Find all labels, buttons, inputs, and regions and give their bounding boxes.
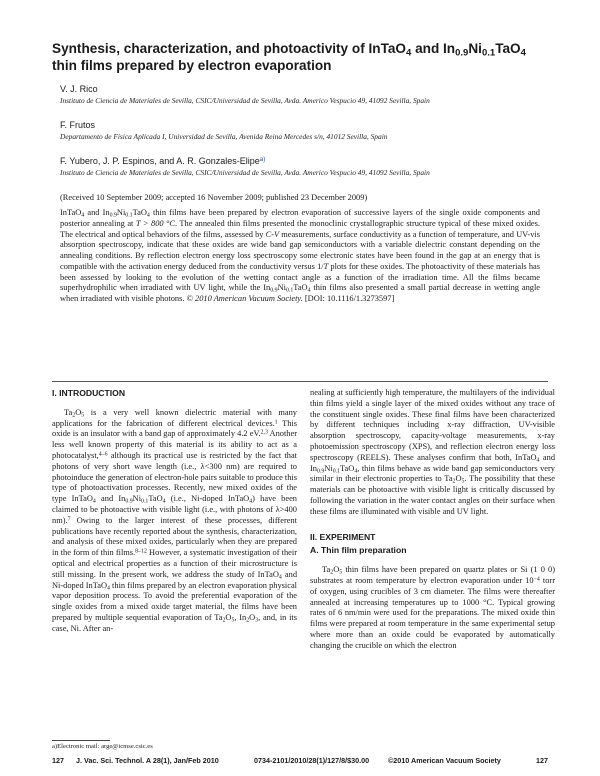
footnote-email: a)Electronic mail: arge@icmse.csic.es [52,743,153,750]
author-group: F. Yubero, J. P. Espinos, and A. R. Gonzales-Elipe$^{a)}$ [60,156,266,166]
affiliation-3: Instituto de Ciencia de Materiales de Sevilla, CSIC/Universidad de Sevilla, Avda. Americo Vespucio 49, 41092 Sevilla, Spain [60,168,430,177]
section-heading-introduction: I. INTRODUCTION [52,388,126,398]
column-left [52,388,297,635]
column-right [310,388,555,652]
subsection-heading-thin-film: A. Thin film preparation [310,545,407,556]
page-number-right: 127 [536,756,548,765]
doi-link[interactable]: [DOI: 10.1116/1.3273597] [302,294,395,303]
author-frutos: F. Frutos [60,120,96,130]
footnote-divider [52,740,110,741]
intro-continued: nealing at sufficiently high temperature, the multilayers of the individual thin films yield a single layer of the mixed oxides without any trace of the constituent single oxides. These final films have been characterized by different techniques including x-ray diffraction, UV-visible absorption spectroscopy, capacity-voltage measurements, x-ray photoemission spectroscopy (XPS), and reflection electron energy loss spectroscopy (REELS). These analyses confirm that both, InTaO$_4$ and $In_{0.9}Ni_{0.1}TaO_4$, thin films behave as wide band gap semiconductors very similar in their electronic properties to $Ta_2O_5$. The possibility that these materials can be photoactive with visible light is critically discussed by following the variation in the water contact angles on their surface when these films are illuminated with visible and UV light. [310,388,556,516]
received-dates: (Received 10 September 2009; accepted 16 November 2009; published 23 December 2009) [60,193,368,202]
experiment-paragraph: $Ta_2O_5$ thin films have been prepared on quartz plates or Si (1 0 0) substrates at room temperature by electron evaporation under $10^{-4}$ torr of oxygen, using crucibles of 3 cm diameter. The films were thereafter annealed at increasing temperatures up to 1000 °C. Typical growing rates of 6 nm/min were used for the preparations. The mixed oxide thin films were prepared at room temperature in the same experimental setup where more than an oxide could be evaporated by automatically changing the crucible on which the electron [310,565,556,650]
article-code: 0734-2101/2010/28(1)/127/8/$30.00 [254,756,370,765]
author-rico: V. J. Rico [60,84,98,94]
journal-citation: J. Vac. Sci. Technol. A 28(1), Jan/Feb 2010 [76,756,219,765]
section-heading-experiment: II. EXPERIMENT [310,531,376,542]
author-footnote-mark[interactable]: a) [259,156,266,164]
affiliation-1: Instituto de Ciencia de Materiales de Sevilla, CSIC/Universidad de Sevilla, Avda. Americo Vespucio 49, 41092 Sevilla, Spain [60,96,430,105]
abstract: InTaO$_4$ and $In_{0.9}Ni_{0.1}TaO_4$ thin films have been prepared by electron evaporation of successive layers of the single oxide components and posterior annealing at T > 800 °C. The annealed thin films presented the monoclinic crystallographic structure typical of these mixed oxides. The electrical and optical behaviors of the films, assessed by C-V measurements, surface conductivity as a function of temperature, and UV-vis absorption spectroscopy, indicate that these oxides are wide band gap semiconductors with a variable dielectric constant depending on the annealing conditions. By reflection electron energy loss spectroscopy some electronic states have been found in the gap at an energy that is compatible with the activation energy deduced from the conductivity versus 1/T plots for these oxides. The photoactivity of these materials has been assessed by looking to the evolution of the wetting contact angle as a function of the irradiation time. All the films became superhydrophilic when irradiated with UV light, while the $In_{0.9}Ni_{0.1}TaO_4$ thin films also presented a small partial decrease in wetting angle when irradiated with visible photons. © 2010 American Vacuum Society. [DOI: 10.1116/1.3273597] [60,208,540,303]
affiliation-2: Departamento de Física Aplicada I, Universidad de Sevilla, Avenida Reina Mercedes s/n, 41012 Sevilla, Spain [60,132,388,141]
intro-paragraph: $Ta_2O_5$ is a very well known dielectric material with many applications for the fabrication of different electrical devices.$^1$ This oxide is an insulator with a band gap of approximately 4.2 eV.$^{2,3}$ Another less well known property of this material is its ability to act as a photocatalyst,$^{4-6}$ although its practical use is restricted by the fact that photons of very short wave length (i.e., λ<300 nm) are required to photoinduce the generation of electron-hole pairs suitable to produce this type of photoactivation processes. Recently, new mixed oxides of the type InTaO$_4$ and $In_{0.9}Ni_{0.1}TaO_4$ (i.e., Ni-doped InTaO$_4$) have been claimed to be photoactive with visible light (i.e., with photons of λ>400 nm).$^7$ Owing to the larger interest of these processes, different publications have recently reported about the synthesis, characterization, and analysis of these mixed oxides, particularly when they are prepared in the form of thin films.$^{8-12}$ However, a systematic investigation of their optical and electrical properties as a function of their microstructure is still missing. In the present work, we address the study of InTaO$_4$ and Ni-doped InTaO$_4$ thin films prepared by an electron evaporation physical vapor deposition process. To avoid the preferential evaporation of the single oxides from a mixed oxide target material, the films have been prepared by multiple sequential evaporation of $Ta_2O_5$, $In_2O_3$, and, in its case, Ni. After an- [52,407,298,633]
paper-title: Synthesis, characterization, and photoactivity of InTaO$_4$ and $In_{0.9}Ni_{0.1}TaO_4$ thin films prepared by electron evaporation [52,41,526,73]
page-number-left: 127 [52,756,64,765]
abstract-divider [52,381,548,382]
society-copyright: ©2010 American Vacuum Society [388,756,501,765]
